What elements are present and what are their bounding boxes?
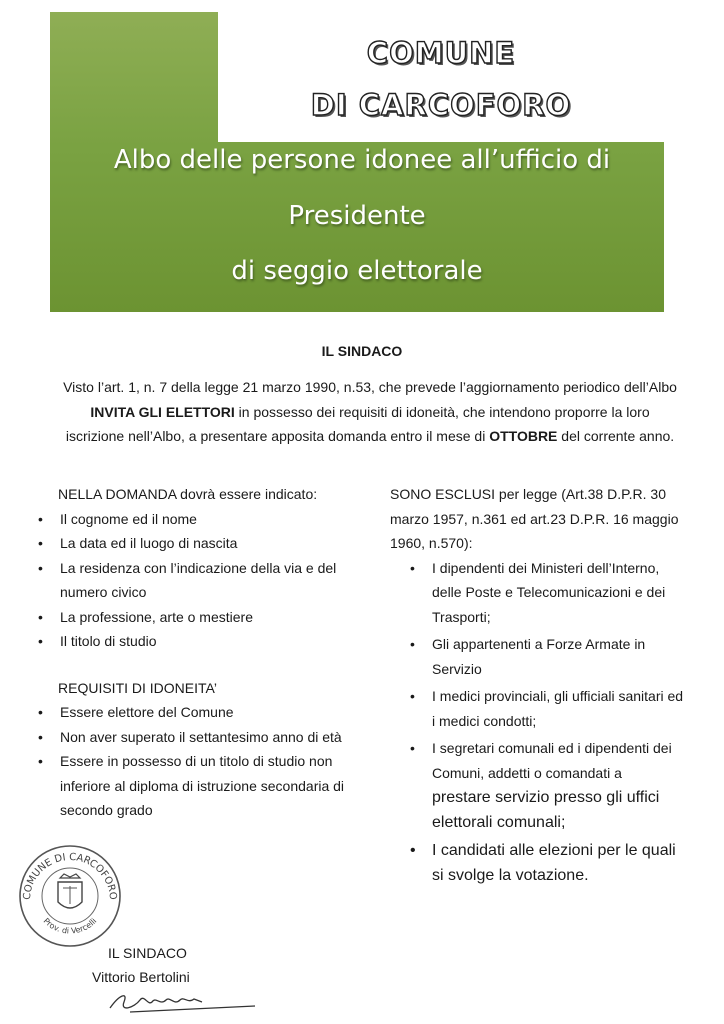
municipal-stamp bbox=[16, 842, 124, 950]
esclusi-title-rest: per legge (Art.38 D.P.R. 30 marzo 1957, n.361 ed art.23 D.P.R. 16 maggio 1960, n.570): bbox=[390, 486, 679, 551]
spacer bbox=[38, 654, 358, 676]
intro-text-3: del corrente anno. bbox=[557, 428, 675, 444]
list-item: • I dipendenti dei Ministeri dell’Interno, delle Poste e Telecomunicazioni e dei Trasporti; bbox=[410, 556, 690, 630]
albo-title-line3: di seggio elettorale bbox=[231, 256, 483, 286]
list-item: • Essere elettore del Comune bbox=[38, 700, 358, 725]
intro-bold-2: OTTOBRE bbox=[489, 428, 558, 444]
intro-bold-1: INVITA GLI ELETTORI bbox=[90, 403, 235, 420]
list-item: • Essere in possesso di un titolo di studio non inferiore al diploma di istruzione secondaria di secondo grado bbox=[38, 749, 358, 823]
albo-title-line2: Presidente bbox=[288, 201, 426, 231]
list-item: • I medici provinciali, gli ufficiali sanitari ed i medici condotti; bbox=[410, 684, 690, 733]
left-column bbox=[38, 482, 358, 823]
list-item: • Il titolo di studio bbox=[38, 629, 358, 654]
domanda-title-rest: dovrà essere indicato: bbox=[176, 486, 318, 502]
list-item: • Il cognome ed il nome bbox=[38, 507, 358, 532]
albo-title-line1: Albo delle persone idonee all’ufficio di bbox=[113, 145, 611, 175]
domanda-list bbox=[38, 507, 358, 654]
comune-title-line2: DI CARCOFORO bbox=[310, 88, 572, 122]
esclusi-list bbox=[390, 556, 690, 889]
domanda-title-bold: NELLA DOMANDA bbox=[58, 486, 177, 502]
signature-name: Vittorio Bertolini bbox=[92, 969, 190, 985]
esclusi-title bbox=[390, 482, 690, 556]
esclusi-title-bold: SONO ESCLUSI bbox=[390, 486, 496, 502]
header-white-box bbox=[218, 12, 664, 142]
list-item: • Non aver superato il settantesimo anno di età bbox=[38, 725, 358, 750]
list-item: • I candidati alle elezioni per le quali si svolge la votazione. bbox=[410, 838, 690, 888]
list-item bbox=[410, 736, 690, 835]
stamp-outer-text: COMUNE DI CARCOFORO bbox=[21, 851, 119, 901]
intro-paragraph bbox=[60, 375, 680, 449]
signature-title: IL SINDACO bbox=[108, 945, 187, 961]
list-item: • Gli appartenenti a Forze Armate in Servizio bbox=[410, 632, 690, 681]
requisiti-title: REQUISITI DI IDONEITA’ bbox=[58, 679, 217, 696]
list-item: • La data ed il luogo di nascita bbox=[38, 531, 358, 556]
list-item-big-text: prestare servizio presso gli uffici elettorali comunali; bbox=[432, 789, 660, 831]
list-item: • La residenza con l’indicazione della via e del numero civico bbox=[38, 556, 358, 605]
requisiti-list bbox=[38, 700, 358, 823]
sindaco-heading: IL SINDACO bbox=[321, 343, 403, 359]
intro-text-2: in possesso dei requisiti di idoneità, che intendono proporre la loro iscrizione nell’Albo, a presentare apposita domanda entro il mese di bbox=[65, 403, 650, 444]
coat-of-arms-icon bbox=[58, 874, 82, 908]
comune-title-line1: COMUNE bbox=[366, 36, 516, 70]
stamp-inner-text: Prov. di Vercelli bbox=[41, 916, 99, 936]
intro-text-1: Visto l’art. 1, n. 7 della legge 21 marzo 1990, n.53, che prevede l’aggiornamento periodico dell’Albo bbox=[63, 379, 677, 395]
handwritten-signature bbox=[90, 984, 260, 1018]
right-column bbox=[390, 482, 690, 891]
list-item-text: I segretari comunali ed i dipendenti dei Comuni, addetti o comandati a bbox=[432, 740, 672, 781]
domanda-title bbox=[38, 482, 358, 507]
list-item: • La professione, arte o mestiere bbox=[38, 605, 358, 630]
